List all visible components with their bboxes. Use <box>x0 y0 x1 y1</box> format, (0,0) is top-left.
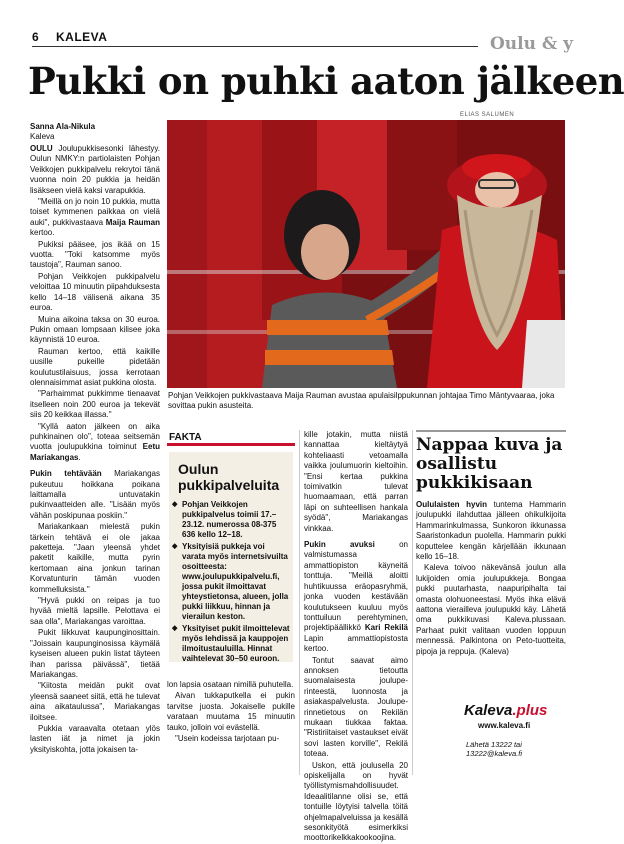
paragraph-text: Mariakangas pukeutuu hoikkana poikana laittamalla untuvatakin pukinvaatteiden alle. "Lisään myös vähän poskipunaa poskiin." <box>30 469 160 520</box>
paragraph: Aivan tukkaputkella ei pukin tarvitse juosta. Jokaiselle pukille varataan muutama 15 minuutin tauko, jolloin voi evästellä. <box>167 691 295 732</box>
paragraph <box>30 144 160 196</box>
paragraph-text: kertoo. <box>30 228 55 238</box>
sidebar-rule <box>416 430 566 432</box>
paragraph: Mariakankaan mielestä pukin tärkein tehtävä ei ole jakaa paketteja. "Jaan yleensä yhdet paketit kaikille, mutta pyrin kertomaan aina jonkun tarinan Korvatunturin tämän vuoden kommelluksista." <box>30 522 160 594</box>
paragraph <box>416 500 566 562</box>
fakta-item: ◆ Pohjan Veikkojen pukkipalvelus toimii 17.–23.12. numerossa 08-375 636 kello 12–18. <box>172 500 290 540</box>
fakta-tab: FAKTA <box>167 430 295 446</box>
send-info <box>466 740 522 758</box>
paragraph-text: on valmistumassa ammattiopiston käyneitä tonttuja. "Meillä aloitti huhtikuussa eräopasryhmä, jonka vuoden kestävään koulutukseen kuuluu myös tonttuiluun perehtyminen, projektipäällikkö <box>304 540 408 633</box>
paragraph-text: tuntema Hammarin joulupukki ilahduttaa jälleen ohikulkijoita Hammarinkulmassa, Sunkoron ikkunassa Saaristonkadun puolella. Hammarin pukki koputtelee kengän kärjellään ikkunaan kello 16–18. <box>416 500 567 562</box>
sidebar-headline: Nappaa kuva ja osallistu pukkikisaan <box>416 435 563 493</box>
person-name: Maija Rauman <box>105 217 160 227</box>
paragraph: Pukit liikkuvat kaupunginosittain. "Joissain kaupunginosissa käymälä kyseisen alueen pukin listat täyteen ihan parissa päivässä", tietää Mariakangas. <box>30 628 160 679</box>
lead-word: Pukin tehtävään <box>30 469 102 479</box>
paragraph: Uskon, että joulusella 20 opiskelijalla on hyvät työllistymismahdollisuudet. Ideaalitilanne olisi se, että tontuille löytyisi talvella töitä ohjelmapalveluissa ja kesällä sesonkityötä esimerkiksi moottorikelkkakookoojina. <box>304 760 408 843</box>
byline-org: Kaleva <box>30 132 55 141</box>
fakta-item: ◆ Yksityiset pukit ilmoittelevat myös lehdissä ja kauppojen ilmoitustauluilla. Hinnat vaihtelevat 30–50 euroon. <box>172 624 290 664</box>
fakta-item: ◆ Yksityisiä pukkeja voi varata myös internetsivuilta osoitteesta: www.joulupukkipalvelu.fi, jossa pukit ilmoittavat yhteystietonsa, alueen, jolla pukki liikkuu, hinnan ja vierailun keston. <box>172 542 290 622</box>
column-divider <box>412 430 413 775</box>
paragraph-text: . <box>78 452 81 462</box>
lead-word: OULU <box>30 144 53 153</box>
byline <box>30 122 95 142</box>
paragraph <box>304 540 408 654</box>
paragraph: Pukiksi pääsee, jos ikää on 15 vuotta. "Toki katsomme myös taustoja", Rauman sanoo. <box>30 239 160 270</box>
paragraph: kille jotakin, mutta niistä kannattaa kieltäytyä kohteliaasti vetoamalla vaikka joulumuorin kieltoihin. "Ensi kertaa pukkina toimivatkin tulevat huomaamaan, että parran läpi on suhteellisen hankala syödä", Mariakangas vinkkaa. <box>304 430 408 533</box>
paragraph-text: "Meillä on jo noin 10 pukkia, mutta toiset kymmenen paikkaa on vielä auki", pukkivastaava <box>30 197 160 227</box>
paragraph: lon lapsia osataan nimillä puhutella. <box>167 680 294 689</box>
website-link[interactable]: www.kaleva.fi <box>478 721 531 730</box>
paragraph: "Kiitosta meidän pukit ovat yleensä saaneet siitä, että he tulevat aina aikataulussa", Mariakangas iloitsee. <box>30 681 160 722</box>
article-column-3 <box>167 680 295 775</box>
paragraph: Tontut saavat aimo annoksen tietoutta suomalaisesta joulupe-rinteestä, luonnosta ja asiakaspalvelusta. Joulupe-rinnetietous on Rekilän mukaan tiukkaa faktaa. "Ristiriitaiset vastaukset eivät sovi lasten korville", Rekilä toteaa. <box>304 655 408 759</box>
paragraph: Pohjan Veikkojen pukkipalvelu veloittaa 10 minuutin piipahduksesta kello 14–18 välisenä aikana 35 euroa. <box>30 271 160 313</box>
article-photo <box>167 120 565 388</box>
paragraph: Pukkia varaavalta otetaan ylös lasten iät ja nimet ja jokin yksityiskohta, jotta jokaisen ta- <box>30 723 160 754</box>
send-info-line: 13222@kaleva.fi <box>466 749 522 758</box>
photo-illustration <box>167 120 565 388</box>
paragraph-text: Joulupukkisesonki lähestyy. Oulun NMKY:n partiolaisten Pohjan Veikkojen pukkipalvelu rekrytoi tänä vuonna noin 20 pukkia ja heidän lisäkseen vielä kaksi varapukkia. <box>30 144 160 195</box>
lead-word: Pukin avuksi <box>304 540 375 550</box>
paragraph-text: Lapin ammattiopistosta kertoo. <box>304 633 408 654</box>
sidebar-text <box>416 500 566 698</box>
masthead-rule <box>32 46 478 47</box>
fakta-list <box>172 500 290 666</box>
byline-name: Sanna Ala-Nikula <box>30 122 96 131</box>
section-title: Oulu & y <box>490 34 574 54</box>
photo-caption: Pohjan Veikkojen pukkivastaava Maija Rauman avustaa apulaisilppukunnan johtajaa Timo Mäntyvaaraa, joka sovittaa pukin asusteita. <box>168 391 555 410</box>
logo-main: Kaleva <box>464 702 513 719</box>
paragraph <box>30 422 160 464</box>
paragraph <box>30 197 160 239</box>
photo-credit: ELIAS SALUMEN <box>460 112 515 118</box>
send-info-line: Lähetä 13222 tai <box>466 740 522 749</box>
paper-name: KALEVA <box>56 30 108 44</box>
kaleva-plus-logo <box>464 702 547 719</box>
headline: Pukki on puhki aaton jälkeen <box>28 59 624 103</box>
person-name: Eetu Mariakangas <box>30 442 160 462</box>
article-column-1 <box>30 144 160 774</box>
column-divider <box>299 430 300 775</box>
logo-plus: .plus <box>512 702 548 719</box>
person-name: Kari Rekilä <box>364 623 408 633</box>
paragraph: Rauman kertoo, että kaikille uusille pukeille pidetään koulutustilaisuus, jossa kerrotaan olennaisimmat asiat pukkina olosta. <box>30 346 160 387</box>
paragraph: "Parhaimmat pukkimme tienaavat itselleen noin 200 euroa ja tekevät siis 20 keikkaa illassa." <box>30 389 160 420</box>
paragraph: Kaleva toivoo näkevänsä joulun alla lukijoiden omia joulupukkeja. Bongaa pukki puutarhasta, naapuripihalta tai omasta olohuoneestasi. Myös ihka elävä aattona vierailleva joulupukki käy. Lähetä oma pukkikuvasi Kaleva.plussaan. Parhaat pukit valitaan vuoden loppuun mennessä. Palkintona on Peto-tuotteita, pipoja ja reppuja. (Kaleva) <box>416 563 566 656</box>
fakta-title: Oulun pukkipalveluita <box>178 461 280 493</box>
paragraph: "Usein kodeissa tarjotaan pu- <box>175 734 280 744</box>
paragraph: "Hyvä pukki on reipas ja tuo hyvää mieltä lapsille. Pelottava ei saa olla", Mariakangas varoittaa. <box>30 596 160 626</box>
page-number: 6 <box>32 30 39 44</box>
paragraph <box>30 469 160 521</box>
article-column-4 <box>304 430 408 843</box>
paragraph-text: "Kyllä aaton jälkeen on aika puhkinainen olo", toteaa seitsemän vuotta joulupukkina toiminut <box>30 421 160 452</box>
lead-word: Oululaisten hyvin <box>416 500 488 509</box>
paragraph: Muina aikoina taksa on 30 euroa. Pukin omaan lompsaan kilisee joka käynnistä 10 euroa. <box>30 314 160 345</box>
